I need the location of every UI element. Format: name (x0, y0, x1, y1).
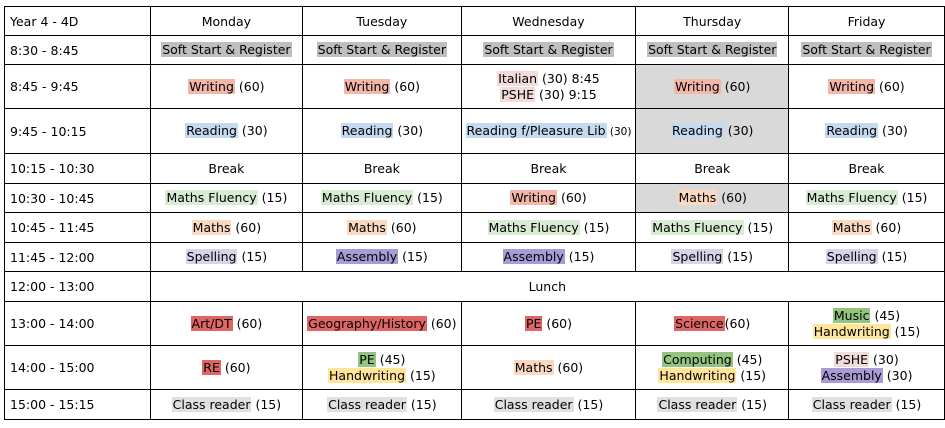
lesson-cell-wednesday (461, 390, 636, 420)
duration-label: (15) (897, 190, 928, 205)
lesson-line (640, 352, 784, 368)
lesson-cell-wednesday (461, 184, 636, 213)
lesson-line (793, 397, 940, 413)
lesson-line (155, 123, 299, 139)
lesson-line (793, 42, 940, 58)
table-row (5, 390, 945, 420)
lesson-line (466, 220, 632, 236)
subject-label: Class reader (328, 396, 406, 412)
duration-label: Break (848, 160, 885, 176)
subject-label: Geography/History (308, 315, 426, 331)
lesson-cell-tuesday (303, 390, 461, 420)
subject-label: Spelling (826, 249, 877, 264)
subject-label: Class reader (172, 396, 251, 412)
lesson-line (640, 220, 784, 236)
subject-label: Maths (832, 219, 871, 235)
lesson-line (307, 249, 456, 265)
lesson-cell-monday (150, 154, 303, 184)
duration-label: (15) (736, 367, 767, 383)
subject-label: Soft Start & Register (648, 42, 777, 57)
duration-label: (30) (869, 351, 899, 367)
lesson-line (466, 360, 632, 376)
lesson-cell-thursday (636, 243, 789, 272)
lesson-cell-friday (789, 390, 945, 420)
subject-label: Writing (511, 190, 556, 205)
duration-label: (15) (406, 367, 436, 383)
lesson-line (307, 316, 456, 332)
subject-label: Soft Start & Register (162, 42, 291, 57)
lesson-cell-monday (150, 213, 303, 243)
lesson-line (640, 161, 784, 177)
time-slot: 10:30 - 10:45 (5, 184, 151, 213)
subject-label: Spelling (672, 249, 723, 264)
lesson-cell-monday (150, 243, 303, 272)
lesson-cell-wednesday (461, 302, 636, 346)
lesson-line (793, 79, 940, 95)
duration-label: (45) (375, 351, 406, 367)
duration-label: (60) (717, 190, 747, 205)
subject-label: Reading (826, 123, 878, 138)
lesson-cell-thursday (636, 390, 789, 420)
time-slot: 14:00 - 15:00 (5, 346, 151, 390)
lesson-cell-thursday (636, 36, 789, 65)
duration-label: (15) (413, 190, 443, 205)
duration-label: (60) (231, 219, 262, 235)
time-slot: 15:00 - 15:15 (5, 390, 151, 420)
subject-label: PSHE (501, 86, 535, 102)
subject-label: Reading (186, 123, 237, 138)
duration-label: (15) (579, 219, 610, 235)
table-row (5, 272, 945, 302)
subject-label: Handwriting (659, 367, 736, 383)
subject-label: Handwriting (329, 367, 406, 383)
duration-label: (15) (743, 219, 774, 235)
subject-label: Reading f/Pleasure Lib (466, 122, 606, 138)
subject-label: RE (203, 359, 220, 375)
table-row (5, 109, 945, 154)
subject-label: Spelling (186, 249, 237, 264)
lesson-line (307, 161, 456, 177)
lesson-line (466, 190, 632, 206)
lesson-cell-wednesday (461, 154, 636, 184)
subject-label: Writing (344, 78, 390, 94)
lesson-line (155, 79, 299, 95)
duration-label: (15) (723, 249, 753, 264)
lesson-cell-thursday (636, 109, 789, 154)
duration-label: (30) (723, 123, 754, 138)
subject-label: Art/DT (191, 315, 232, 331)
duration-label: (60) (542, 315, 573, 331)
timetable (4, 6, 945, 420)
lesson-cell-wednesday (461, 109, 636, 154)
duration-label: (15) (251, 396, 282, 412)
lesson-line (307, 352, 456, 368)
lesson-cell-tuesday (303, 154, 461, 184)
duration-label: (30) (237, 123, 268, 138)
lesson-line (307, 123, 456, 139)
lesson-line (640, 397, 784, 413)
subject-label: Assembly (336, 249, 398, 264)
lesson-line (793, 161, 940, 177)
duration-label: (15) (257, 190, 288, 205)
time-slot: 11:45 - 12:00 (5, 243, 151, 272)
lesson-cell-monday (150, 184, 303, 213)
duration-label: (60) (234, 78, 265, 94)
lesson-cell-friday (789, 36, 945, 65)
duration-label: (15) (573, 396, 604, 412)
lunch-cell: Lunch (150, 272, 944, 302)
lesson-line (793, 190, 940, 206)
duration-label: (60) (220, 359, 251, 375)
lesson-line (793, 324, 940, 340)
lesson-line (793, 249, 940, 265)
subject-label: Italian (498, 70, 538, 86)
lesson-cell-monday (150, 346, 303, 390)
duration-label: (15) (564, 249, 595, 264)
subject-label: Assembly (821, 367, 882, 383)
subject-label: Handwriting (813, 323, 890, 339)
lesson-line (640, 190, 784, 206)
subject-label: Reading (672, 123, 723, 138)
subject-label: Music (833, 307, 870, 323)
duration-label: Break (208, 160, 245, 176)
subject-label: Soft Start & Register (484, 42, 613, 57)
lesson-cell-friday (789, 346, 945, 390)
time-slot: 8:45 - 9:45 (5, 65, 151, 109)
lesson-line (466, 87, 632, 103)
lesson-line (793, 308, 940, 324)
lesson-line (793, 220, 940, 236)
lesson-line (155, 161, 299, 177)
table-row (5, 213, 945, 243)
time-slot: 8:30 - 8:45 (5, 36, 151, 65)
subject-label: Class reader (812, 396, 891, 412)
time-slot: 10:15 - 10:30 (5, 154, 151, 184)
duration-label: (30) 8:45 (538, 70, 600, 86)
lesson-cell-friday (789, 184, 945, 213)
lesson-line (466, 42, 632, 58)
subject-label: PE (525, 315, 542, 331)
lesson-line (155, 190, 299, 206)
lesson-line (640, 123, 784, 139)
duration-label: Break (363, 160, 400, 176)
duration-label: (15) (737, 396, 767, 412)
duration-label: (30) 9:15 (535, 86, 597, 102)
lesson-cell-friday (789, 243, 945, 272)
table-row (5, 184, 945, 213)
lesson-cell-friday (789, 302, 945, 346)
lesson-cell-tuesday (303, 346, 461, 390)
lesson-line (466, 161, 632, 177)
lesson-line (155, 316, 299, 332)
lesson-cell-thursday (636, 154, 789, 184)
lesson-line (155, 220, 299, 236)
class-label: Year 4 - 4D (5, 7, 151, 36)
lesson-cell-tuesday (303, 184, 461, 213)
lesson-line (307, 79, 456, 95)
subject-label: Assembly (503, 249, 564, 264)
lesson-cell-monday (150, 390, 303, 420)
lesson-cell-tuesday (303, 243, 461, 272)
lesson-cell-wednesday (461, 213, 636, 243)
lesson-cell-monday (150, 109, 303, 154)
subject-label: Maths (192, 219, 231, 235)
duration-label: (45) (870, 307, 901, 323)
duration-label: (60) (875, 78, 905, 94)
duration-label: Break (694, 160, 731, 176)
subject-label: Reading (341, 123, 393, 138)
lesson-line (466, 316, 632, 332)
table-row (5, 36, 945, 65)
table-row (5, 65, 945, 109)
lesson-cell-thursday (636, 346, 789, 390)
subject-label: Maths (678, 190, 717, 205)
lesson-line (793, 123, 940, 139)
lesson-cell-friday (789, 154, 945, 184)
duration-label: (60) (390, 78, 420, 94)
duration-label: (60) (871, 219, 902, 235)
duration-label: (45) (732, 351, 763, 367)
lesson-cell-monday (150, 36, 303, 65)
duration-label: (15) (398, 249, 428, 264)
lesson-line (793, 352, 940, 368)
lesson-cell-wednesday (461, 65, 636, 109)
lesson-line (466, 123, 632, 140)
header-row (5, 7, 945, 36)
lesson-line (640, 42, 784, 58)
table-row (5, 243, 945, 272)
duration-label: (15) (237, 249, 268, 264)
time-slot: 10:45 - 11:45 (5, 213, 151, 243)
duration-label: (15) (890, 323, 921, 339)
duration-label: (15) (406, 396, 437, 412)
lesson-cell-thursday (636, 65, 789, 109)
subject-label: Maths Fluency (488, 219, 579, 235)
lesson-cell-friday (789, 213, 945, 243)
duration-label: (30) (882, 367, 913, 383)
day-header-wednesday: Wednesday (461, 7, 636, 36)
duration-label: (15) (877, 249, 908, 264)
subject-label: Maths Fluency (166, 190, 257, 205)
duration-label: (60) (553, 359, 584, 375)
subject-label: Maths Fluency (652, 219, 743, 235)
lesson-line (307, 190, 456, 206)
time-slot: 12:00 - 13:00 (5, 272, 151, 302)
subject-label: Science (675, 315, 724, 331)
duration-label: (60) (556, 190, 587, 205)
lesson-line (155, 397, 299, 413)
lesson-cell-wednesday (461, 36, 636, 65)
duration-label: (60) (724, 315, 751, 331)
subject-label: Maths (514, 359, 553, 375)
timetable-body (5, 36, 945, 420)
table-row (5, 302, 945, 346)
duration-label: (30) (393, 123, 424, 138)
subject-label: Writing (189, 78, 234, 94)
lesson-cell-tuesday (303, 65, 461, 109)
lesson-line (155, 249, 299, 265)
subject-label: Soft Start & Register (802, 42, 931, 57)
lesson-cell-monday (150, 302, 303, 346)
duration-label: (60) (720, 78, 751, 94)
duration-label: (30) (606, 125, 632, 138)
subject-label: PSHE (835, 351, 869, 367)
duration-label: (60) (232, 315, 263, 331)
duration-label: (60) (386, 219, 417, 235)
subject-label: Writing (829, 78, 875, 94)
duration-label: (60) (426, 315, 457, 331)
subject-label: PE (359, 351, 375, 367)
lesson-line (307, 42, 456, 58)
lesson-line (793, 368, 940, 384)
lesson-cell-monday (150, 65, 303, 109)
lesson-cell-thursday (636, 302, 789, 346)
lesson-cell-friday (789, 65, 945, 109)
lesson-line (640, 368, 784, 384)
lesson-cell-tuesday (303, 36, 461, 65)
lesson-line (640, 249, 784, 265)
lesson-cell-tuesday (303, 213, 461, 243)
duration-label: Break (530, 160, 567, 176)
lesson-cell-thursday (636, 184, 789, 213)
lesson-cell-wednesday (461, 243, 636, 272)
lesson-cell-tuesday (303, 109, 461, 154)
subject-label: Class reader (494, 396, 573, 412)
lesson-line (466, 71, 632, 87)
lesson-cell-thursday (636, 213, 789, 243)
subject-label: Soft Start & Register (317, 42, 447, 57)
time-slot: 13:00 - 14:00 (5, 302, 151, 346)
duration-label: (15) (891, 396, 922, 412)
lesson-line (307, 220, 456, 236)
duration-label: (30) (878, 123, 908, 138)
day-header-monday: Monday (150, 7, 303, 36)
subject-label: Class reader (658, 396, 737, 412)
lesson-line (640, 316, 784, 332)
lesson-line (466, 249, 632, 265)
lesson-line (155, 42, 299, 58)
subject-label: Maths (348, 219, 386, 235)
day-header-friday: Friday (789, 7, 945, 36)
subject-label: Computing (663, 351, 732, 367)
table-row (5, 154, 945, 184)
subject-label: Writing (675, 78, 720, 94)
table-row (5, 346, 945, 390)
lesson-line (307, 368, 456, 384)
day-header-tuesday: Tuesday (303, 7, 461, 36)
subject-label: Maths Fluency (321, 190, 413, 205)
lesson-cell-friday (789, 109, 945, 154)
lesson-cell-wednesday (461, 346, 636, 390)
lesson-line (466, 397, 632, 413)
lesson-cell-tuesday (303, 302, 461, 346)
subject-label: Maths Fluency (806, 190, 897, 205)
day-header-thursday: Thursday (636, 7, 789, 36)
lesson-line (307, 397, 456, 413)
time-slot: 9:45 - 10:15 (5, 109, 151, 154)
lesson-line (640, 79, 784, 95)
lesson-line (155, 360, 299, 376)
